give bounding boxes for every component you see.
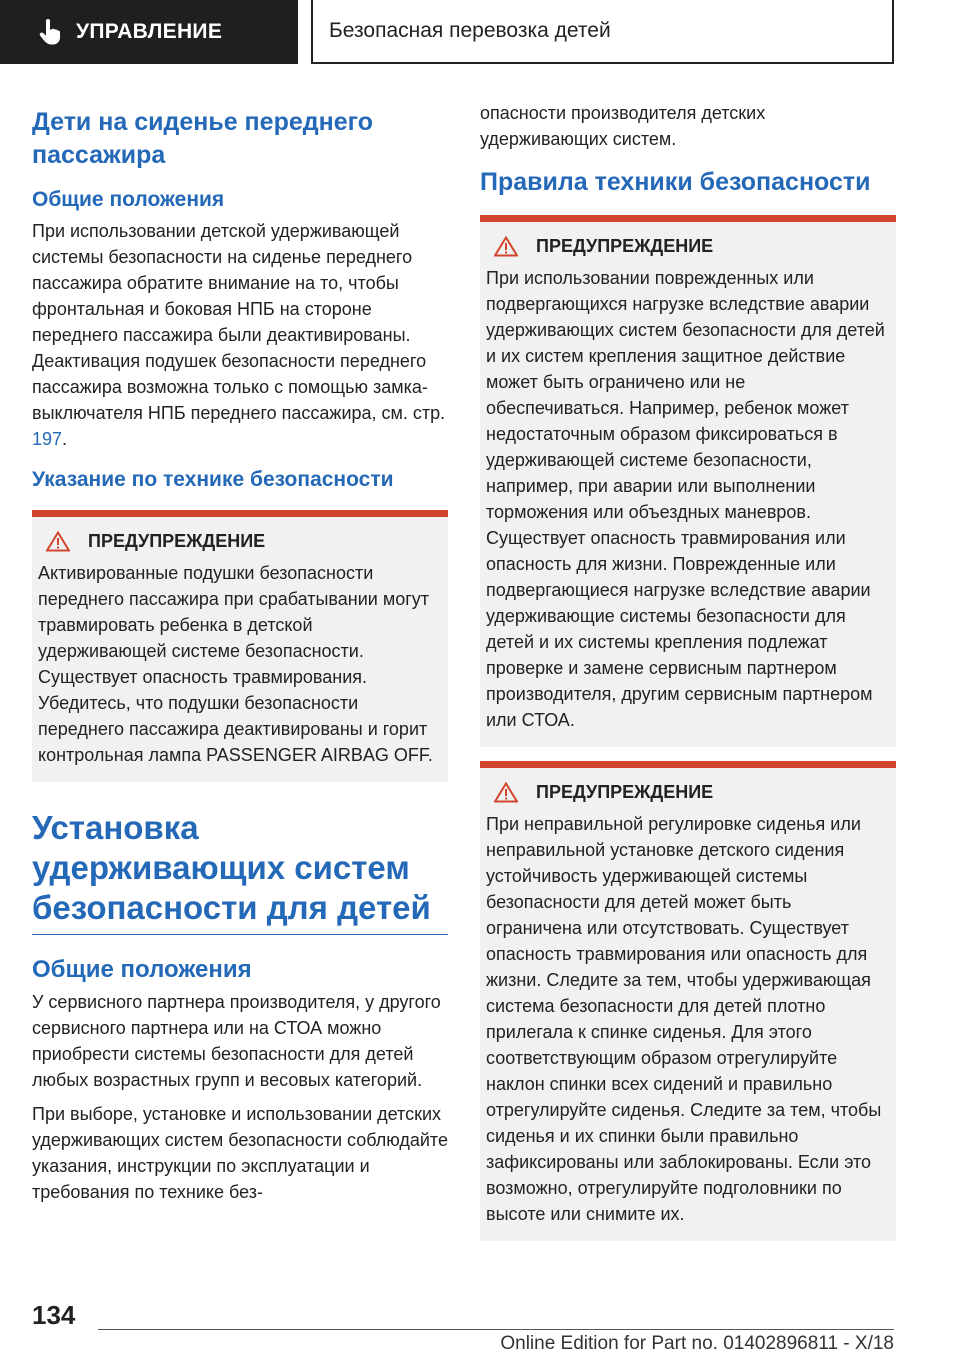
paragraph-service: У сервисного партнера производителя, у другого сервисного партнера или на СТОА можно приобрести системы безопасности для детей любых возрастных групп и весовых категорий. (32, 992, 441, 1090)
paragraph-continued: опасности производителя детских удерживающих систем. (480, 103, 766, 149)
warning-triangle-icon (46, 531, 70, 552)
right-column (480, 100, 896, 1255)
warning-box (32, 510, 448, 782)
heading-install: Установка удерживающих систем безопасности для детей (32, 808, 448, 935)
warning-title-text: ПРЕДУПРЕЖДЕНИЕ (536, 236, 714, 256)
heading-safety-note: Указание по технике безопасности (32, 468, 394, 491)
warning-title-text: ПРЕДУПРЕЖДЕНИЕ (536, 782, 714, 802)
warning-text: При использовании поврежденных или подвергающихся нагрузке вследствие аварии удерживающих систем безопасности для детей и их систем крепления защитное действие может быть ограничено или не обеспечиваться. Например, ребенок может недостаточным образом фиксироваться в удерживающей системе безопасности, например, при аварии или выполнении торможения или объездных маневров. Существует опасность травмирования или опасность для жизни. Поврежденные или подвергающиеся нагрузке вследствие аварии удерживающие системы безопасности для детей и их системы крепления подлежат проверке и замене сервисным партнером производителя, другим сервисным партнером или СТОА. (486, 268, 885, 730)
paragraph-general-end: . (62, 429, 68, 449)
warning-text: При неправильной регулировке сиденья или неправильной установке детского сидения устойчивость удерживающей системы безопасности для детей может быть ограничена или отсутствовать. Существует опасность травмирования или опасность для жизни. Следите за тем, чтобы удерживающая система безопасности для детей плотно прилегала к спинке сиденья. Для этого соответствующим образом отрегулируйте наклон спинки всех сидений и правильно отрегулируйте сиденья. Следите за тем, чтобы сиденья и их спинки были правильно зафиксированы или заблокированы. Если это возможно, отрегулируйте подголовники по высоте или снимите их. (486, 814, 882, 1224)
hand-pointer-icon (38, 19, 62, 45)
warning-title (494, 236, 888, 257)
paragraph-general-text: При использовании детской удерживающей системы безопасности на сиденье переднего пассажира обратите внимание на то, чтобы фронтальная и боковая НПБ на стороне переднего пассажира были деактивированы. Деактивация подушек безопасности переднего пассажира возможна только с помощью замка-выключателя НПБ переднего пассажира, см. стр. (32, 221, 446, 423)
section-title: УПРАВЛЕНИЕ (76, 20, 223, 43)
warning-triangle-icon (494, 236, 518, 257)
warning-text: Активированные подушки безопасности переднего пассажира при срабатывании могут травмировать ребенка в детской удерживающей системе безопасности. Существует опасность травмирования. Убедитесь, что подушки безопасности переднего пассажира деактивированы и горит контрольная лампа PASSENGER AIRBAG OFF. (38, 563, 433, 765)
warning-box (480, 761, 896, 1241)
page-link[interactable]: 197 (32, 429, 63, 449)
heading-general-provisions-2: Общие положения (32, 956, 252, 983)
warning-triangle-icon (494, 782, 518, 803)
header-section-tab (0, 0, 298, 64)
warning-box (480, 215, 896, 747)
heading-general-provisions: Общие положения (32, 188, 225, 211)
paragraph-selection: При выборе, установке и использовании детских удерживающих систем безопасности соблюдайте указания, инструкции по эксплуатации и требования по технике без- (32, 1104, 448, 1202)
warning-title-text: ПРЕДУПРЕЖДЕНИЕ (88, 531, 266, 551)
heading-safety-rules: Правила техники безопасности (480, 168, 871, 196)
paragraph-general (32, 218, 448, 452)
warning-title (46, 531, 440, 552)
page-number: 134 (32, 1300, 76, 1330)
chapter-title: Безопасная перевозка детей (311, 0, 894, 64)
footer-divider (98, 1329, 894, 1330)
heading-front-seat: Дети на сиденье переднего пассажира (32, 108, 373, 169)
warning-title (494, 782, 888, 803)
edition-footer: Online Edition for Part no. 01402896811 - X/18 (500, 1333, 894, 1354)
left-column (32, 100, 448, 1213)
